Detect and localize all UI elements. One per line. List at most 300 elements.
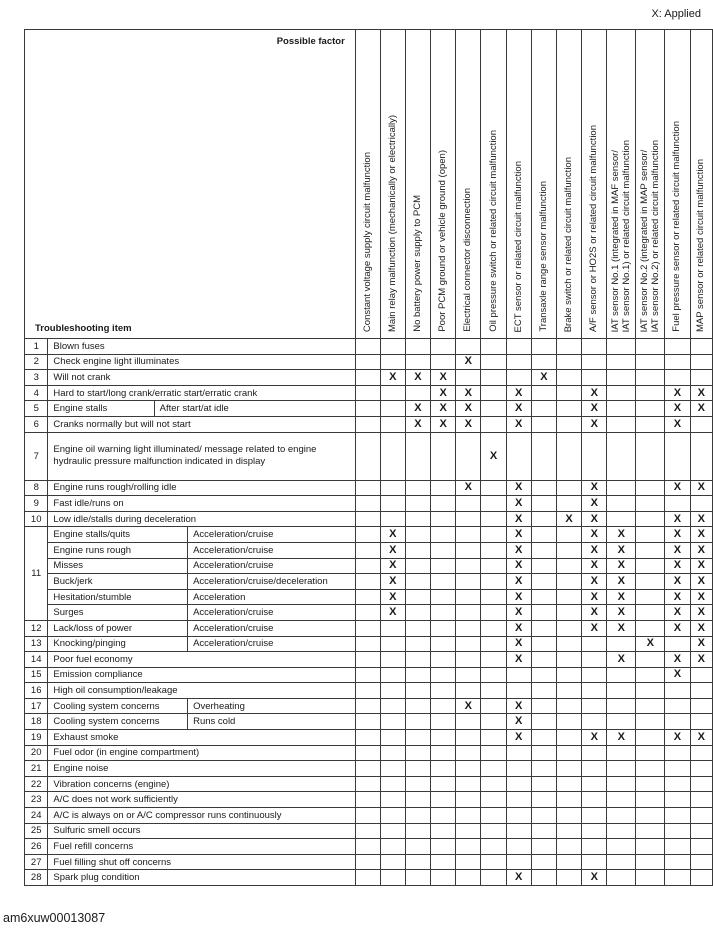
mark-cell [431,808,456,824]
mark-cell [582,776,607,792]
mark-cell [556,714,581,730]
row-number: 7 [25,432,48,480]
mark-cell [405,792,430,808]
mark-cell [405,558,430,574]
troubleshooting-item: Sulfuric smell occurs [48,823,355,839]
mark-cell [665,714,690,730]
mark-cell [636,745,665,761]
mark-cell: X [665,558,690,574]
mark-cell: X [690,401,712,417]
table-row [25,683,713,699]
table-row [25,385,713,401]
mark-cell: X [690,385,712,401]
table-row [25,839,713,855]
mark-cell [431,698,456,714]
mark-cell [690,496,712,512]
mark-cell: X [582,385,607,401]
mark-cell [690,339,712,355]
mark-cell: X [636,636,665,652]
mark-cell [636,730,665,746]
mark-cell [531,776,556,792]
mark-cell [531,683,556,699]
mark-cell [431,745,456,761]
row-number: 12 [25,620,48,636]
mark-cell [690,839,712,855]
factor-header-6 [481,30,506,339]
mark-cell [556,839,581,855]
mark-cell [405,432,430,480]
mark-cell [355,432,380,480]
mark-cell [636,527,665,543]
mark-cell [636,667,665,683]
mark-cell [607,854,636,870]
mark-cell [405,511,430,527]
mark-cell: X [607,558,636,574]
factor-header-13 [665,30,690,339]
mark-cell [607,683,636,699]
row-number: 10 [25,511,48,527]
mark-cell [380,496,405,512]
header-corner-cell [25,30,356,339]
table-row [25,589,713,605]
troubleshooting-item: Cranks normally but will not start [48,416,355,432]
troubleshooting-item: Check engine light illuminates [48,354,355,370]
mark-cell [556,480,581,496]
row-number: 1 [25,339,48,355]
mark-cell [636,480,665,496]
troubleshooting-item: Surges [48,605,188,621]
mark-cell [431,730,456,746]
table-row [25,870,713,886]
mark-cell [456,574,481,590]
mark-cell: X [431,370,456,386]
mark-cell [355,354,380,370]
mark-cell [506,808,531,824]
mark-cell [665,870,690,886]
mark-cell [636,339,665,355]
mark-cell [355,370,380,386]
mark-cell [531,839,556,855]
mark-cell [456,432,481,480]
row-number: 21 [25,761,48,777]
mark-cell [690,354,712,370]
troubleshooting-item: Vibration concerns (engine) [48,776,355,792]
mark-cell [380,745,405,761]
troubleshooting-item: Engine noise [48,761,355,777]
mark-cell [556,527,581,543]
factor-header-14 [690,30,712,339]
mark-cell: X [607,620,636,636]
mark-cell: X [405,416,430,432]
troubleshooting-item: A/C is always on or A/C compressor runs continuously [48,808,355,824]
mark-cell [405,839,430,855]
mark-cell [582,339,607,355]
mark-cell: X [582,574,607,590]
mark-cell [636,792,665,808]
mark-cell [665,776,690,792]
mark-cell [481,870,506,886]
mark-cell: X [582,542,607,558]
mark-cell [690,776,712,792]
mark-cell [456,683,481,699]
mark-cell: X [506,636,531,652]
mark-cell [556,432,581,480]
mark-cell [636,870,665,886]
mark-cell [405,714,430,730]
mark-cell: X [665,667,690,683]
mark-cell [665,698,690,714]
mark-cell [531,605,556,621]
mark-cell: X [456,354,481,370]
mark-cell [607,776,636,792]
mark-cell [582,761,607,777]
mark-cell [456,776,481,792]
mark-cell [481,636,506,652]
condition: Acceleration/cruise [188,542,356,558]
mark-cell [456,870,481,886]
mark-cell [456,339,481,355]
mark-cell [506,432,531,480]
mark-cell [431,339,456,355]
mark-cell [456,761,481,777]
mark-cell [481,652,506,668]
row-number: 17 [25,698,48,714]
mark-cell [607,385,636,401]
table-row [25,730,713,746]
mark-cell [355,542,380,558]
mark-cell [481,385,506,401]
mark-cell: X [607,589,636,605]
mark-cell [481,370,506,386]
table-row [25,480,713,496]
mark-cell: X [506,527,531,543]
mark-cell [355,808,380,824]
mark-cell [506,839,531,855]
mark-cell [481,527,506,543]
mark-cell [481,339,506,355]
mark-cell [636,401,665,417]
row-number: 8 [25,480,48,496]
mark-cell [456,823,481,839]
mark-cell: X [506,385,531,401]
mark-cell [556,870,581,886]
troubleshooting-item: Knocking/pinging [48,636,188,652]
mark-cell [405,480,430,496]
mark-cell [690,745,712,761]
mark-cell [556,370,581,386]
mark-cell [690,854,712,870]
mark-cell [556,401,581,417]
mark-cell [665,683,690,699]
mark-cell [506,776,531,792]
mark-cell [405,574,430,590]
table-row [25,776,713,792]
mark-cell [582,714,607,730]
mark-cell: X [582,730,607,746]
mark-cell: X [506,620,531,636]
mark-cell [636,620,665,636]
table-row [25,620,713,636]
mark-cell: X [506,652,531,668]
mark-cell: X [456,416,481,432]
mark-cell [456,839,481,855]
mark-cell [665,839,690,855]
mark-cell: X [582,511,607,527]
mark-cell [380,730,405,746]
factor-label: No battery power supply to PCM [411,195,423,332]
mark-cell: X [582,589,607,605]
mark-cell [665,823,690,839]
mark-cell [431,776,456,792]
mark-cell [431,480,456,496]
mark-cell [380,823,405,839]
mark-cell [355,714,380,730]
mark-cell [431,761,456,777]
mark-cell [607,714,636,730]
mark-cell [355,698,380,714]
mark-cell [405,761,430,777]
mark-cell [531,558,556,574]
legend-applied: X: Applied [651,8,701,20]
mark-cell [636,714,665,730]
mark-cell [405,823,430,839]
mark-cell [582,354,607,370]
mark-cell [355,589,380,605]
mark-cell [531,745,556,761]
mark-cell [556,385,581,401]
condition: Acceleration/cruise [188,620,356,636]
mark-cell: X [690,589,712,605]
row-number: 2 [25,354,48,370]
mark-cell [380,401,405,417]
mark-cell [556,683,581,699]
mark-cell [481,416,506,432]
mark-cell [607,823,636,839]
mark-cell [665,354,690,370]
mark-cell [431,823,456,839]
factor-header-12 [636,30,665,339]
mark-cell [690,416,712,432]
mark-cell [431,854,456,870]
mark-cell [531,823,556,839]
mark-cell [506,683,531,699]
row-number: 19 [25,730,48,746]
row-number: 11 [25,527,48,621]
mark-cell: X [506,730,531,746]
mark-cell [556,745,581,761]
mark-cell [665,496,690,512]
mark-cell: X [380,542,405,558]
mark-cell [456,714,481,730]
mark-cell [380,808,405,824]
factor-header-11 [607,30,636,339]
mark-cell [582,792,607,808]
mark-cell [636,808,665,824]
mark-cell [636,542,665,558]
mark-cell [582,745,607,761]
troubleshooting-table [24,29,713,886]
mark-cell [607,496,636,512]
condition: Acceleration [188,589,356,605]
mark-cell [506,745,531,761]
mark-cell [456,370,481,386]
mark-cell [481,496,506,512]
mark-cell: X [506,605,531,621]
troubleshooting-item: Fuel refill concerns [48,839,355,855]
mark-cell [531,542,556,558]
mark-cell [582,854,607,870]
mark-cell [531,761,556,777]
possible-factor-label: Possible factor [276,36,345,47]
mark-cell [690,792,712,808]
mark-cell [531,636,556,652]
mark-cell [556,667,581,683]
mark-cell [531,808,556,824]
mark-cell [431,636,456,652]
table-row [25,432,713,480]
mark-cell [690,714,712,730]
factor-header-9 [556,30,581,339]
mark-cell [380,683,405,699]
factor-label: Transaxle range sensor malfunction [537,181,549,332]
mark-cell [380,620,405,636]
mark-cell [690,808,712,824]
mark-cell [431,542,456,558]
factor-header-7 [506,30,531,339]
row-number: 22 [25,776,48,792]
condition: Acceleration/cruise [188,605,356,621]
mark-cell: X [690,527,712,543]
mark-cell [556,652,581,668]
mark-cell [405,730,430,746]
mark-cell [456,652,481,668]
table-row [25,808,713,824]
mark-cell [431,589,456,605]
mark-cell [456,511,481,527]
mark-cell [607,870,636,886]
condition: Acceleration/cruise [188,558,356,574]
mark-cell [405,542,430,558]
mark-cell [690,870,712,886]
mark-cell [431,527,456,543]
troubleshooting-item: Engine stalls/quits [48,527,188,543]
mark-cell [556,808,581,824]
mark-cell [431,605,456,621]
table-row [25,354,713,370]
mark-cell: X [607,527,636,543]
mark-cell [380,385,405,401]
condition: Acceleration/cruise [188,636,356,652]
mark-cell [556,792,581,808]
mark-cell [531,714,556,730]
mark-cell: X [665,511,690,527]
mark-cell [380,854,405,870]
row-number: 13 [25,636,48,652]
mark-cell [481,854,506,870]
row-number: 9 [25,496,48,512]
mark-cell [636,683,665,699]
mark-cell: X [380,589,405,605]
mark-cell [431,870,456,886]
mark-cell [355,605,380,621]
troubleshooting-item: Hesitation/stumble [48,589,188,605]
troubleshooting-item: Lack/loss of power [48,620,188,636]
mark-cell [355,339,380,355]
row-number: 28 [25,870,48,886]
table-row [25,745,713,761]
mark-cell [636,558,665,574]
mark-cell [531,667,556,683]
factor-label: Oil pressure switch or related circuit malfunction [487,130,499,332]
mark-cell: X [582,496,607,512]
mark-cell: X [582,870,607,886]
mark-cell [355,527,380,543]
mark-cell [556,496,581,512]
mark-cell [405,620,430,636]
mark-cell [380,339,405,355]
mark-cell [556,354,581,370]
mark-cell: X [582,620,607,636]
mark-cell [431,652,456,668]
mark-cell [506,370,531,386]
troubleshooting-item: Engine runs rough/rolling idle [48,480,355,496]
mark-cell [506,339,531,355]
mark-cell [607,636,636,652]
mark-cell: X [405,401,430,417]
mark-cell [582,370,607,386]
mark-cell [456,605,481,621]
mark-cell [405,870,430,886]
row-number: 5 [25,401,48,417]
mark-cell [481,620,506,636]
mark-cell [665,636,690,652]
mark-cell [456,808,481,824]
table-row [25,854,713,870]
mark-cell [531,511,556,527]
factor-label: MAP sensor or related circuit malfunction [695,158,707,332]
mark-cell [431,792,456,808]
mark-cell [665,761,690,777]
mark-cell [355,652,380,668]
mark-cell [531,527,556,543]
row-number: 16 [25,683,48,699]
factor-label: A/F sensor or HO2S or related circuit malfunction [588,125,600,332]
factor-label: ECT sensor or related circuit malfunction [512,160,524,332]
mark-cell [636,839,665,855]
troubleshooting-item: Engine runs rough [48,542,188,558]
mark-cell: X [506,401,531,417]
table-row [25,416,713,432]
row-number: 20 [25,745,48,761]
mark-cell: X [665,589,690,605]
mark-cell [556,339,581,355]
mark-cell [431,354,456,370]
mark-cell [556,776,581,792]
factor-label: Electrical connector disconnection [462,188,474,332]
mark-cell [481,511,506,527]
mark-cell: X [665,542,690,558]
mark-cell [531,480,556,496]
condition: Acceleration/cruise [188,527,356,543]
mark-cell [607,511,636,527]
mark-cell [607,698,636,714]
mark-cell [481,683,506,699]
troubleshooting-item: Hard to start/long crank/erratic start/erratic crank [48,385,355,401]
mark-cell: X [690,636,712,652]
mark-cell [481,792,506,808]
row-number: 24 [25,808,48,824]
mark-cell [456,667,481,683]
